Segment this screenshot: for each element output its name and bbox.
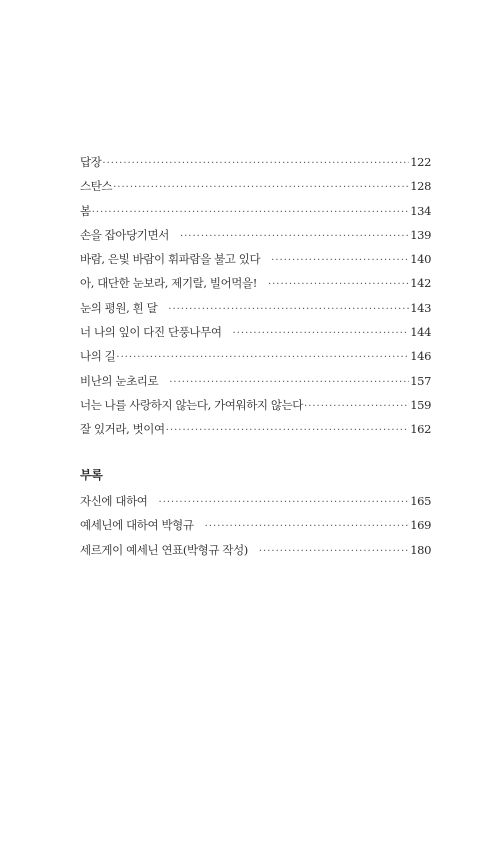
toc-entry-title: 스탄스 — [80, 179, 113, 194]
toc-entry-page: 140 — [410, 252, 431, 267]
toc-entry — [80, 296, 431, 320]
dot-leader — [233, 322, 410, 346]
dot-leader — [116, 346, 409, 370]
dot-leader — [205, 515, 410, 539]
toc-entry — [80, 247, 431, 271]
toc-entry-page: 143 — [410, 300, 431, 315]
toc-entry-title: 손을 잡아당기면서 — [80, 227, 169, 242]
dot-leader — [159, 491, 410, 515]
toc-entry-page: 128 — [410, 179, 431, 194]
appendix-entry — [80, 538, 431, 562]
toc-entry — [80, 393, 431, 417]
toc-entry-page: 144 — [410, 325, 431, 340]
toc-entry-title: 나의 길 — [80, 349, 116, 364]
toc-entry — [80, 344, 431, 368]
appendix-list — [80, 489, 431, 562]
toc-entry-title: 바람, 은빛 바람이 휘파람을 불고 있다 — [80, 252, 261, 267]
toc-entry-page: 157 — [410, 373, 431, 388]
toc-entry-title: 봄 — [80, 203, 91, 218]
toc-entry — [80, 417, 431, 441]
toc-entry — [80, 199, 431, 223]
toc-entry — [80, 223, 431, 247]
dot-leader — [166, 419, 410, 443]
dot-leader — [113, 176, 409, 200]
toc-entry-page: 122 — [410, 155, 431, 169]
dot-leader — [168, 298, 409, 322]
appendix-entry-page: 180 — [410, 542, 431, 557]
toc-entry — [80, 369, 431, 393]
dot-leader — [271, 249, 409, 273]
dot-leader — [169, 371, 409, 395]
dot-leader — [180, 225, 409, 249]
appendix-entry-title: 예세닌에 대하여 박형규 — [80, 518, 194, 533]
dot-leader — [92, 201, 410, 225]
toc-entry-title: 너 나의 잎이 다진 단풍나무여 — [80, 325, 222, 340]
toc-entry — [80, 320, 431, 344]
appendix-entry — [80, 513, 431, 537]
dot-leader — [259, 540, 409, 564]
dot-leader — [102, 152, 409, 176]
toc-entry — [80, 150, 431, 174]
toc-entry-title: 답장 — [80, 155, 102, 169]
toc-entry-title: 잘 있거라, 벗이여 — [80, 422, 165, 437]
appendix-entry-title: 자신에 대하여 — [80, 494, 148, 508]
toc-entry-page: 162 — [410, 422, 431, 437]
toc-entry-page: 139 — [410, 227, 431, 242]
appendix-entry-page: 165 — [410, 494, 431, 508]
toc-list — [80, 150, 431, 442]
dot-leader — [304, 395, 409, 419]
toc-entry-page: 134 — [410, 203, 431, 218]
toc-entry-title: 눈의 평원, 흰 달 — [80, 300, 158, 315]
toc-entry-page: 142 — [410, 276, 431, 291]
appendix-entry — [80, 489, 431, 513]
appendix-entry-title: 세르게이 예세닌 연표(박형규 작성) — [80, 542, 248, 557]
toc-entry-page: 159 — [410, 397, 431, 412]
toc-entry-title: 너는 나를 사랑하지 않는다, 가여워하지 않는다 — [80, 397, 304, 412]
toc-entry-title: 비난의 눈초리로 — [80, 373, 159, 388]
dot-leader — [268, 273, 409, 297]
toc-entry-page: 146 — [410, 349, 431, 364]
toc-entry-title: 아, 대단한 눈보라, 제기랄, 빌어먹을! — [80, 276, 257, 291]
appendix-entry-page: 169 — [410, 518, 431, 533]
toc-entry — [80, 271, 431, 295]
toc-entry — [80, 174, 431, 198]
appendix-heading: 부록 — [80, 468, 103, 482]
